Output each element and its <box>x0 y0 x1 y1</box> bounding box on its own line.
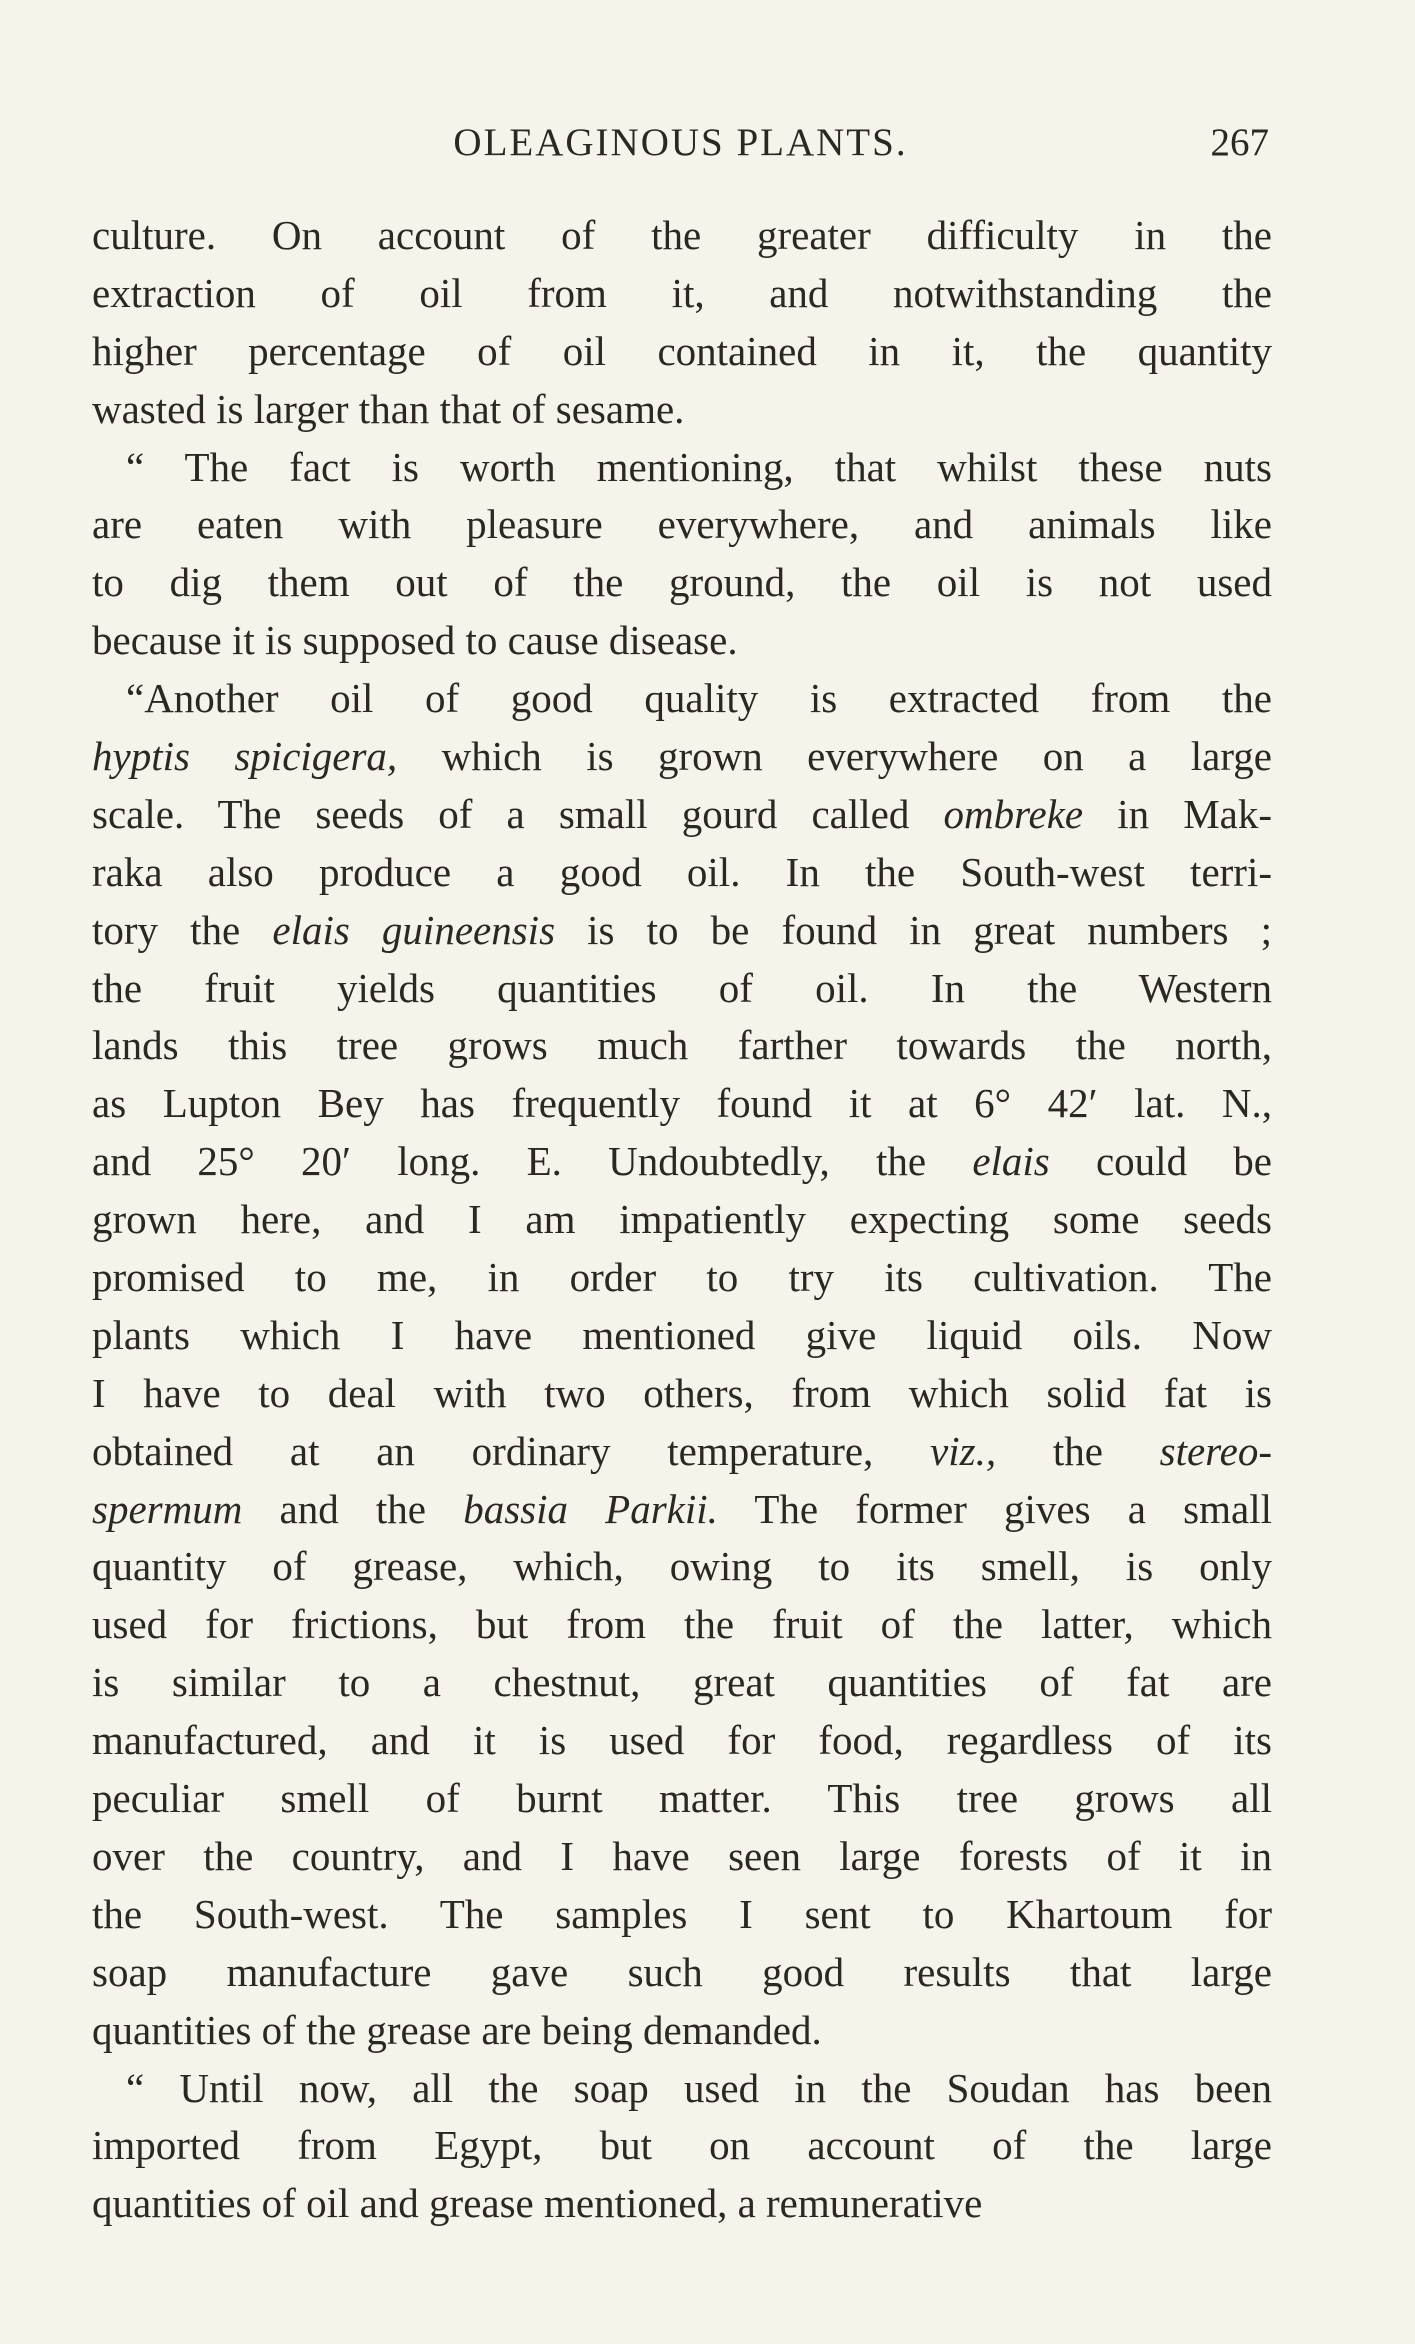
text-line <box>92 1828 1272 1886</box>
italic-term: spermum <box>92 1485 243 1532</box>
text-line <box>92 1481 1272 1539</box>
text-segment: higher percentage of oil contained in it, the quantity <box>92 327 1272 374</box>
text-segment: could be <box>1049 1138 1272 1185</box>
italic-term: ombreke <box>943 790 1084 837</box>
text-line <box>92 1017 1272 1075</box>
text-segment: lands this tree grows much farther towards the north, <box>92 1022 1272 1069</box>
text-segment: “ Until now, all the soap used in the Soudan has been <box>126 2064 1272 2111</box>
text-line <box>92 1770 1272 1828</box>
page-number: 267 <box>1210 121 1269 164</box>
text-segment: culture. On account of the greater difficulty in the <box>92 212 1272 258</box>
text-segment: as Lupton Bey has frequently found it at 6° 42′ lat. N., <box>92 1080 1272 1127</box>
text-segment: which is grown everywhere on a large <box>397 733 1272 780</box>
text-segment: are eaten with pleasure everywhere, and animals like <box>92 501 1272 548</box>
text-line <box>92 554 1272 612</box>
text-segment: scale. The seeds of a small gourd called <box>92 790 944 837</box>
text-segment: I have to deal with two others, from which solid fat is <box>92 1369 1272 1416</box>
text-line <box>92 728 1272 786</box>
italic-term: viz., <box>930 1427 997 1474</box>
text-line <box>92 1075 1272 1133</box>
text-line <box>92 2060 1272 2118</box>
text-segment: extraction of oil from it, and notwithstanding the <box>92 269 1272 316</box>
body-text <box>92 207 1272 2233</box>
text-line <box>92 2002 1272 2060</box>
text-segment: because it is supposed to cause disease. <box>92 617 738 664</box>
text-segment: over the country, and I have seen large forests of it in <box>92 1832 1272 1879</box>
text-line <box>92 1712 1272 1770</box>
text-segment: raka also produce a good oil. In the South-west terri- <box>92 848 1272 895</box>
text-segment: and 25° 20′ long. E. Undoubtedly, the <box>92 1138 973 1185</box>
text-segment: quantity of grease, which, owing to its smell, is only <box>92 1543 1272 1590</box>
text-segment: peculiar smell of burnt matter. This tree grows all <box>92 1775 1272 1822</box>
text-line <box>92 670 1272 728</box>
text-segment: and the <box>242 1485 464 1532</box>
text-line <box>92 2175 1272 2233</box>
text-segment: plants which I have mentioned give liquid oils. Now <box>92 1311 1272 1358</box>
text-segment: “Another oil of good quality is extracted from the <box>126 675 1272 722</box>
text-line <box>92 1886 1272 1944</box>
text-line <box>92 381 1272 439</box>
text-segment: promised to me, in order to try its cultivation. The <box>92 1254 1272 1301</box>
text-segment: quantities of oil and grease mentioned, a remunerative <box>92 2180 983 2227</box>
text-line <box>92 902 1272 960</box>
text-segment: “ The fact is worth mentioning, that whilst these nuts <box>126 443 1272 490</box>
text-segment: used for frictions, but from the fruit of the latter, which <box>92 1601 1272 1648</box>
text-segment: is to be found in great numbers ; <box>555 906 1272 953</box>
text-line <box>92 265 1272 323</box>
italic-term: bassia Parkii. <box>463 1485 718 1532</box>
text-segment: is similar to a chestnut, great quantities of fat are <box>92 1659 1272 1706</box>
text-segment: wasted is larger than that of sesame. <box>92 385 685 432</box>
text-segment: in Mak- <box>1083 790 1272 837</box>
text-segment: imported from Egypt, but on account of the large <box>92 2122 1272 2169</box>
text-line <box>92 612 1272 670</box>
text-segment: to dig them out of the ground, the oil is not used <box>92 559 1272 606</box>
running-head <box>92 118 1269 168</box>
text-line <box>92 786 1272 844</box>
text-line <box>92 1191 1272 1249</box>
text-segment: grown here, and I am impatiently expecting some seeds <box>92 1196 1272 1243</box>
text-line <box>92 1249 1272 1307</box>
text-line <box>92 496 1272 554</box>
italic-term: hyptis spicigera, <box>92 733 398 780</box>
text-segment: manufactured, and it is used for food, regardless of its <box>92 1717 1272 1764</box>
running-title: OLEAGINOUS PLANTS. <box>453 121 908 164</box>
text-segment: the fruit yields quantities of oil. In the Western <box>92 964 1272 1011</box>
italic-term: elais guineensis <box>272 906 556 953</box>
text-line <box>92 844 1272 902</box>
text-line <box>92 960 1272 1018</box>
text-line <box>92 1596 1272 1654</box>
text-segment: the South-west. The samples I sent to Khartoum for <box>92 1890 1272 1937</box>
text-line <box>92 2117 1272 2175</box>
text-segment: obtained at an ordinary temperature, <box>92 1427 931 1474</box>
italic-term: elais <box>972 1138 1050 1185</box>
text-line <box>92 323 1272 381</box>
italic-term: stereo- <box>1159 1427 1272 1474</box>
text-line <box>92 1538 1272 1596</box>
text-line <box>92 439 1272 497</box>
text-segment: soap manufacture gave such good results that large <box>92 1948 1272 1995</box>
text-line <box>92 1423 1272 1481</box>
text-segment: quantities of the grease are being demanded. <box>92 2006 822 2053</box>
text-segment: tory the <box>92 906 273 953</box>
text-segment: the <box>996 1427 1160 1474</box>
text-line <box>92 1944 1272 2002</box>
text-line <box>92 1365 1272 1423</box>
text-line <box>92 1133 1272 1191</box>
text-line <box>92 207 1272 265</box>
text-line <box>92 1307 1272 1365</box>
text-line <box>92 1654 1272 1712</box>
text-segment: The former gives a small <box>717 1485 1272 1532</box>
